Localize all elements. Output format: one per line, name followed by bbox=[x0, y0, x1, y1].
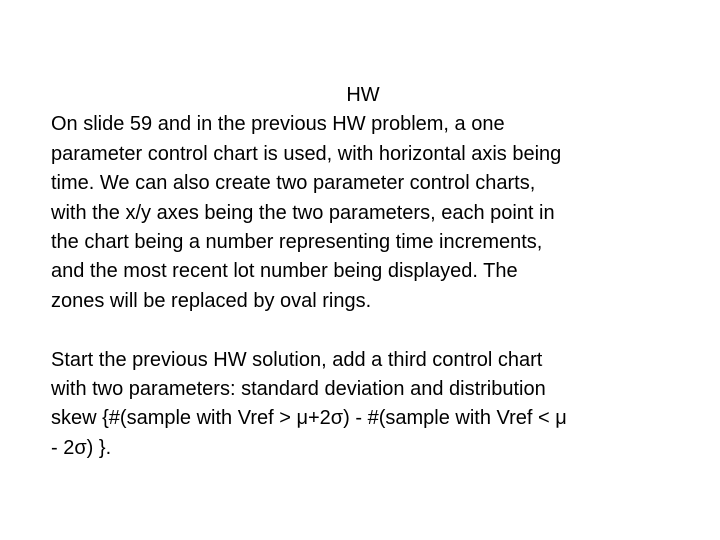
paragraph-task: Start the previous HW solution, add a third control chart with two parameters: standard deviation and distribution skew {#(sample with Vref > μ+2σ) - #(sample with Vref < μ - 2σ) }. bbox=[51, 348, 567, 459]
slide-body bbox=[51, 81, 691, 463]
paragraph-spacer bbox=[51, 316, 691, 345]
slide-title: HW bbox=[346, 84, 380, 106]
paragraph-intro: On slide 59 and in the previous HW problem, a one parameter control chart is used, with horizontal axis being time. We can also create two parameter control charts, with the x/y axes being the two parameters, each point in the chart being a number representing time increments, and the most recent lot number being displayed. The zones will be replaced by oval rings. bbox=[51, 113, 562, 312]
